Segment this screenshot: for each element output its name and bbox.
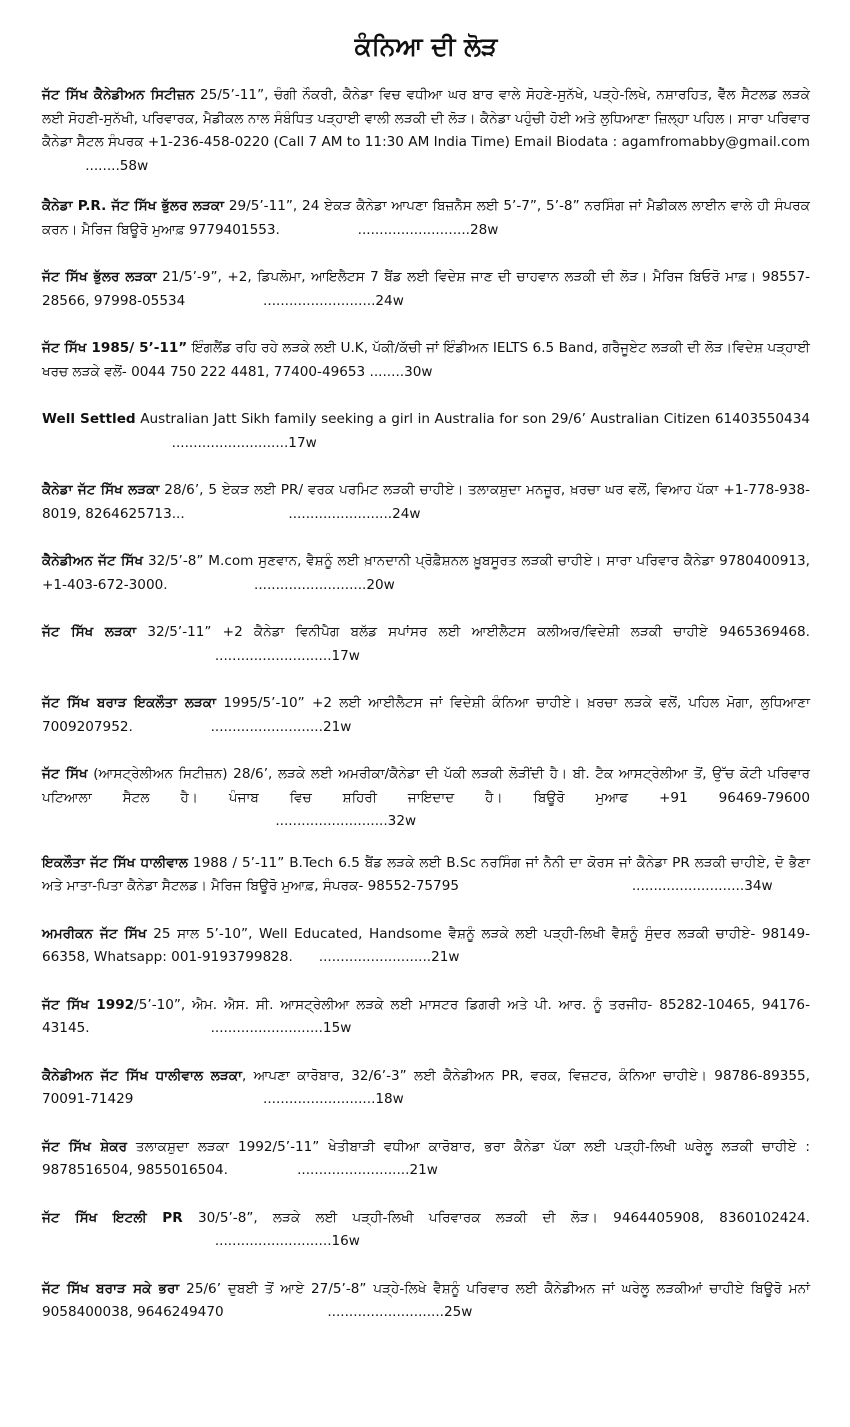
classified-ad: [42, 337, 810, 384]
ads-list: [42, 84, 810, 1325]
ad-word-count: ...........................25w: [223, 1304, 473, 1320]
classified-ad: [42, 195, 810, 242]
ad-word-count: ..........................34w: [459, 878, 773, 894]
ad-word-count: ...........................17w: [42, 434, 317, 451]
ad-text: ਤਲਾਕਸ਼ੁਦਾ ਲੜਕਾ 1992/5’-11” ਖੇਤੀਬਾੜੀ ਵਧੀਆ ਕਾਰੋਬਾਰ, ਭਰਾ ਕੈਨੇਡਾ ਪੱਕਾ ਲਈ ਪੜ੍ਹੀ-ਲਿਖੀ ਘਰੇਲੂ ਲੜਕੀ ਚਾਹੀਏ : 9878516504, 9855016504.: [42, 1138, 811, 1178]
classified-ad: [42, 1278, 810, 1325]
ad-word-count: ..........................21w: [132, 718, 352, 735]
ad-lead: ਜੱਟ ਸਿੱਖ: [42, 766, 88, 782]
ad-text: 25/5’-11”, ਚੰਗੀ ਨੌਕਰੀ, ਕੈਨੇਡਾ ਵਿਚ ਵਧੀਆ ਘਰ ਬਾਰ ਵਾਲੇ ਸੋਹਣੇ-ਸੁਨੱਖੇ, ਪੜ੍ਹੇ-ਲਿਖੇ, ਨਸ਼ਾਰਹਿਤ, ਵੈੱਲ ਸੈਟਲਡ ਲੜਕੇ ਲਈ ਸੋਹਣੀ-ਸੁਨੱਖੀ, ਪਰਿਵਾਰਕ, ਮੈਡੀਕਲ ਨਾਲ ਸੰਬੰਧਿਤ ਪੜ੍ਹਾਈ ਵਾਲੀ ਲੜਕੀ ਦੀ ਲੋੜ। ਕੈਨੇਡਾ ਪਹੁੰਚੀ ਹੋਈ ਅਤੇ ਲੁਧਿਆਣਾ ਜ਼ਿਲ੍ਹਾ ਪਹਿਲ। ਸਾਰਾ ਪਰਿਵਾਰ ਕੈਨੇਡਾ ਸੈਟਲ ਸੰਪਰਕ +1-236-458-0220 (Call 7 AM to 11:30 AM India Time) Email Biodata : agamfromabby@gmail.com: [42, 87, 810, 150]
ad-lead: ਜੱਟ ਸਿੱਖ ਸ਼ੇਕਰ: [42, 1138, 128, 1155]
ad-word-count: ........................24w: [184, 505, 421, 522]
ad-word-count: ........30w: [365, 363, 433, 380]
ad-text: /5’-10”, ਐਮ. ਐਸ. ਸੀ. ਆਸਟ੍ਰੇਲੀਆ ਲੜਕੇ ਲਈ ਮਾਸਟਰ ਡਿਗਰੀ ਅਤੇ ਪੀ. ਆਰ. ਨੂੰ ਤਰਜੀਹ- 85282-10465, 94176-43145.: [42, 996, 810, 1036]
ad-lead: ਅਮਰੀਕਨ ਜੱਟ ਸਿੱਖ: [42, 925, 147, 942]
ad-text: 32/5’-11” +2 ਕੈਨੇਡਾ ਵਿਨੀਪੈਗ ਬਲੱਡ ਸਪਾਂਸਰ ਲਈ ਆਈਲੈਟਸ ਕਲੀਅਰ/ਵਿਦੇਸ਼ੀ ਲੜਕੀ ਚਾਹੀਏ 9465369468.: [136, 624, 810, 640]
ad-lead: ਜੱਟ ਸਿੱਖ ਕੈਨੇਡੀਅਨ ਸਿਟੀਜ਼ਨ: [42, 87, 195, 103]
ad-lead: ਕੈਨੇਡੀਅਨ ਜੱਟ ਸਿੱਖ ਧਾਲੀਵਾਲ ਲੜਕਾ: [42, 1067, 242, 1084]
ad-lead: ਜੱਟ ਸਿੱਖ ਬਰਾੜ ਇਕਲੌਤਾ ਲੜਕਾ: [42, 695, 217, 711]
classified-ad: [42, 408, 810, 455]
ad-text: Australian Jatt Sikh family seeking a girl in Australia for son 29/6’ Australian Citizen 61403550434: [135, 411, 810, 427]
page-title: ਕੰਨਿਆ ਦੀ ਲੋੜ: [354, 32, 498, 61]
ad-lead: ਕੈਨੇਡਾ P.R. ਜੱਟ ਸਿੱਖ ਭੁੱਲਰ ਲੜਕਾ: [42, 198, 224, 214]
ad-text: , ਆਪਣਾ ਕਾਰੋਬਾਰ, 32/6’-3” ਲਈ ਕੈਨੇਡੀਅਨ PR, ਵਰਕ, ਵਿਜ਼ਟਰ, ਕੰਨਿਆ ਚਾਹੀਏ। 98786-89355, 70091-71429: [42, 1067, 811, 1107]
ad-text: 25/6’ ਦੁਬਈ ਤੋਂ ਆਏ 27/5’-8” ਪੜ੍ਹੇ-ਲਿਖੇ ਵੈਸ਼ਨੂੰ ਪਰਿਵਾਰ ਲਈ ਕੈਨੇਡੀਅਨ ਜਾਂ ਘਰੇਲੂ ਲੜਕੀਆਂ ਚਾਹੀਏ ਬਿਊਰੋ ਮਨਾਂ 9058400038, 9646249470: [42, 1280, 811, 1320]
ad-word-count: ..........................32w: [42, 813, 417, 829]
ad-word-count: ..........................15w: [89, 1020, 352, 1036]
ad-word-count: ..........................24w: [185, 292, 404, 309]
ad-word-count: ...........................17w: [42, 647, 360, 664]
classified-ad: [42, 763, 810, 834]
classified-ad: [42, 266, 810, 313]
ad-lead: ਕੈਨੇਡਾ ਜੱਟ ਸਿੱਖ ਲੜਕਾ: [42, 482, 160, 498]
ad-text: 32/5’-8” M.com ਸੁਣਵਾਨ, ਵੈਸ਼ਨੂੰ ਲਈ ਖ਼ਾਨਦਾਨੀ ਪ੍ਰੋਫ਼ੈਸ਼ਨਲ ਖ਼ੂਬਸੂਰਤ ਲੜਕੀ ਚਾਹੀਏ। ਸਾਰਾ ਪਰਿਵਾਰ ਕੈਨੇਡਾ 9780400913, +1-403-672-3000.: [42, 553, 810, 593]
ad-text: 25 ਸਾਲ 5’-10”, Well Educated, Handsome ਵੈਸ਼ਨੂੰ ਲੜਕੇ ਲਈ ਪੜ੍ਹੀ-ਲਿਖੀ ਵੈਸ਼ਨੂੰ ਸੁੰਦਰ ਲੜਕੀ ਚਾਹੀਏ- 98149-66358, Whatsapp: 001-9193799828.: [42, 925, 811, 965]
ad-lead: ਜੱਟ ਸਿੱਖ ਲੜਕਾ: [42, 624, 137, 640]
ad-lead: ਜੱਟ ਸਿੱਖ 1992: [42, 996, 135, 1013]
ad-word-count: ..........................21w: [227, 1162, 438, 1178]
ad-word-count: ..........................20w: [167, 576, 395, 593]
classified-ad: [42, 852, 810, 899]
ad-text: (ਆਸਟ੍ਰੇਲੀਅਨ ਸਿਟੀਜ਼ਨ) 28/6’, ਲੜਕੇ ਲਈ ਅਮਰੀਕਾ/ਕੈਨੇਡਾ ਦੀ ਪੱਕੀ ਲੜਕੀ ਲੋੜੀਂਦੀ ਹੈ। ਬੀ. ਟੈਕ ਆਸਟ੍ਰੇਲੀਆ ਤੋਂ, ਉੱਚ ਕੋਟੀ ਪਰਿਵਾਰ ਪਟਿਆਲਾ ਸੈਟਲ ਹੈ। ਪੰਜਾਬ ਵਿਚ ਸ਼ਹਿਰੀ ਜਾਇਦਾਦ ਹੈ। ਬਿਊਰੋ ਮੁਆਫ +91 96469-79600: [42, 766, 810, 806]
classified-ad: [42, 550, 810, 597]
ad-lead: ਜੱਟ ਸਿੱਖ 1985/ 5’-11”: [42, 340, 188, 356]
ad-lead: ਜੱਟ ਸਿੱਖ ਭੁੱਲਰ ਲੜਕਾ: [42, 269, 157, 285]
classified-ad: [42, 1207, 810, 1254]
classified-ad: [42, 621, 810, 668]
ad-text: 29/5’-11”, 24 ਏਕੜ ਕੈਨੇਡਾ ਆਪਣਾ ਬਿਜ਼ਨੈਸ ਲਈ 5’-7”, 5’-8” ਨਰਸਿੰਗ ਜਾਂ ਮੈਡੀਕਲ ਲਾਈਨ ਵਾਲੇ ਹੀ ਸੰਪਰਕ ਕਰਨ। ਮੈਰਿਜ ਬਿਊਰੋ ਮੁਆਫ਼ 9779401553.: [42, 198, 810, 238]
classified-ad: [42, 479, 810, 526]
ad-text: 30/5’-8”, ਲੜਕੇ ਲਈ ਪੜ੍ਹੀ-ਲਿਖੀ ਪਰਿਵਾਰਕ ਲੜਕੀ ਦੀ ਲੋੜ। 9464405908, 8360102424.: [182, 1209, 810, 1226]
ad-word-count: ........58w: [42, 157, 149, 174]
ad-word-count: ..........................28w: [279, 221, 499, 238]
ad-text: 21/5’-9”, +2, ਡਿਪਲੋਮਾ, ਆਇਲੈਟਸ 7 ਬੈਂਡ ਲਈ ਵਿਦੇਸ਼ ਜਾਣ ਦੀ ਚਾਹਵਾਨ ਲੜਕੀ ਦੀ ਲੋੜ। ਮੈਰਿਜ ਬਿਓਰੋ ਮਾਫ਼। 98557-28566, 97998-05534: [42, 269, 810, 309]
ad-lead: ਜੱਟ ਸਿੱਖ ਇਟਲੀ PR: [42, 1209, 183, 1226]
ad-text: 28/6’, 5 ਏਕੜ ਲਈ PR/ ਵਰਕ ਪਰਮਿਟ ਲੜਕੀ ਚਾਹੀਏ। ਤਲਾਕਸ਼ੁਦਾ ਮਨਜ਼ੂਰ, ਖ਼ਰਚਾ ਘਰ ਵਲੋਂ, ਵਿਆਹ ਪੱਕਾ +1-778-938-8019, 8264625713...: [42, 482, 810, 522]
ad-lead: ਇਕਲੌਤਾ ਜੱਟ ਸਿੱਖ ਧਾਲੀਵਾਲ: [42, 854, 188, 871]
classified-ad: [42, 84, 810, 178]
ad-text: 1988 / 5’-11” B.Tech 6.5 ਬੈਂਡ ਲੜਕੇ ਲਈ B.Sc ਨਰਸਿੰਗ ਜਾਂ ਨੈਨੀ ਦਾ ਕੋਰਸ ਜਾਂ ਕੈਨੇਡਾ PR ਲੜਕੀ ਚਾਹੀਏ, ਦੋ ਭੈਣਾ ਅਤੇ ਮਾਤਾ-ਪਿਤਾ ਕੈਨੇਡਾ ਸੈਟਲਡ। ਮੈਰਿਜ ਬਿਊਰੋ ਮੁਆਫ਼, ਸੰਪਰਕ- 98552-75795: [42, 854, 810, 894]
ad-word-count: ...........................16w: [42, 1233, 360, 1249]
ad-lead: Well Settled: [42, 411, 136, 427]
ad-lead: ਕੈਨੇਡੀਅਨ ਜੱਟ ਸਿੱਖ: [42, 553, 144, 569]
classified-ad: [42, 692, 810, 739]
ad-word-count: ..........................21w: [292, 949, 460, 965]
ad-lead: ਜੱਟ ਸਿੱਖ ਬਰਾੜ ਸਕੇ ਭਰਾ: [42, 1280, 180, 1297]
ad-text: 1995/5’-10” +2 ਲਈ ਆਈਲੈਟਸ ਜਾਂ ਵਿਦੇਸ਼ੀ ਕੰਨਿਆ ਚਾਹੀਏ। ਖ਼ਰਚਾ ਲੜਕੇ ਵਲੋਂ, ਪਹਿਲ ਮੋਗਾ, ਲੁਧਿਆਣਾ 7009207952.: [42, 695, 810, 735]
classified-ad: [42, 994, 810, 1041]
classified-ad: [42, 1065, 810, 1112]
ad-text: ਇੰਗਲੈਂਡ ਰਹਿ ਰਹੇ ਲੜਕੇ ਲਈ U.K, ਪੱਕੀ/ਕੱਚੀ ਜਾਂ ਇੰਡੀਅਨ IELTS 6.5 Band, ਗਰੈਜੂਏਟ ਲੜਕੀ ਦੀ ਲੋੜ।ਵਿਦੇਸ਼ ਪੜ੍ਹਾਈ ਖਰਚ ਲੜਕੇ ਵਲੋਂ- 0044 750 222 4481, 77400-49653: [42, 340, 810, 380]
ad-word-count: ..........................18w: [133, 1091, 404, 1107]
classified-ad: [42, 923, 810, 970]
classified-ad: [42, 1136, 810, 1183]
